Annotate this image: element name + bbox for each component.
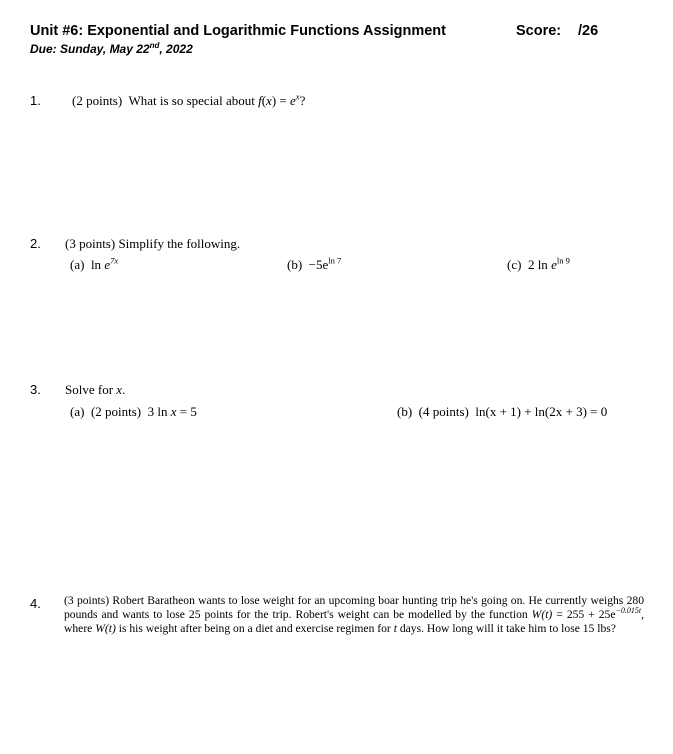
- question-2-prompt: (3 points) Simplify the following.: [65, 236, 241, 251]
- question-3-number: 3.: [30, 382, 41, 397]
- question-2b: $(b) -5e^{ln 7}$: [287, 255, 342, 272]
- question-2-number: 2.: [30, 236, 41, 251]
- assignment-title: Unit #6: Exponential and Logarithmic Functions Assignment: [30, 23, 446, 39]
- question-2c: (c) 2 $\ln e^{ln 9}$: [507, 255, 570, 272]
- question-4-number: 4.: [30, 596, 41, 611]
- question-1-text: (2 points) What is so special about $f(x) = e^x$?: [72, 91, 306, 108]
- score-value: /26: [578, 23, 599, 39]
- due-date: Due: Sunday, May 22nd, 2022: [30, 41, 193, 56]
- question-3b: (b) (4 points) ln(x + 1) + ln(2x + 3) = 0: [397, 404, 608, 419]
- question-1-number: 1.: [30, 93, 41, 108]
- question-3-prompt: Solve for x.: [65, 382, 126, 397]
- question-3a: (a) (2 points) 3 ln x = 5: [70, 404, 197, 419]
- score-label: Score:: [516, 23, 562, 39]
- question-4-text: (3 points) Robert Baratheon wants to lose weight for an upcoming boar hunting trip he's going on. He currently weighs 280 pounds and wants to lose 25 points for the trip. Robert's weight can be modelled by the function $W(t) = 255 + 25e^{-0.015t}$, where W(t) is his weight after being on a diet and exercise regimen for t days. How long will it take him to lose 15 lbs?: [64, 594, 645, 635]
- question-2a: (a) $\ln e^{7x}$: [70, 255, 119, 272]
